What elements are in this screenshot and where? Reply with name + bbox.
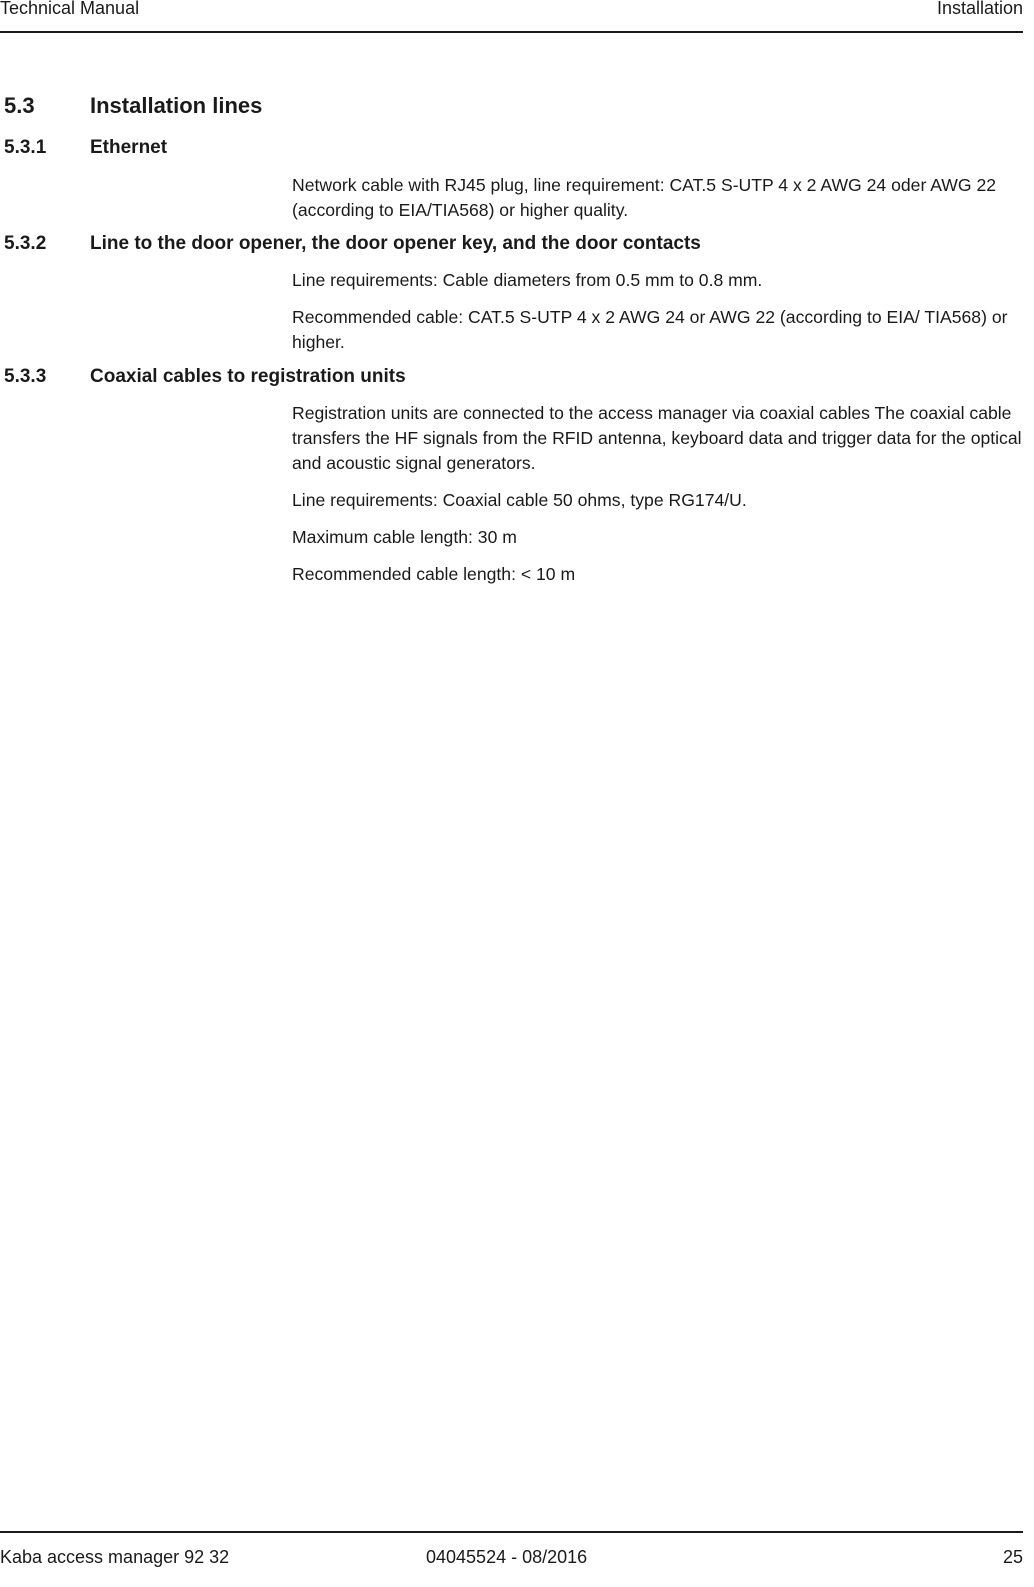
- section-heading-5-3-2: [4, 233, 701, 255]
- section-heading-5-3-1: [4, 137, 167, 159]
- coaxial-line-requirements: Line requirements: Coaxial cable 50 ohms, type RG174/U.: [292, 490, 747, 510]
- door-recommended-cable: Recommended cable: CAT.5 S-UTP 4 x 2 AWG 24 or AWG 22 (according to EIA/ TIA568) or higher.: [292, 307, 1008, 352]
- footer-page-number: 25: [1002, 1547, 1023, 1567]
- footer-document-number: 04045524 - 08/2016: [426, 1547, 588, 1567]
- page-footer: [0, 1531, 1023, 1587]
- section-number: 5.3.3: [4, 366, 47, 387]
- coaxial-recommended-length: Recommended cable length: < 10 m: [292, 564, 576, 584]
- coaxial-max-length: Maximum cable length: 30 m: [292, 527, 517, 547]
- coaxial-description: Registration units are connected to the access manager via coaxial cables The coaxial cable transfers the HF signals from the RFID antenna, keyboard data and trigger data for the optical and acoustic signal generators.: [292, 403, 1022, 473]
- page-header: [0, 0, 1023, 33]
- section-heading-5-3: [4, 93, 262, 119]
- section-number: 5.3.2: [4, 233, 47, 254]
- door-line-requirements: Line requirements: Cable diameters from 0.5 mm to 0.8 mm.: [292, 270, 763, 290]
- section-title: Line to the door opener, the door opener key, and the door contacts: [90, 233, 701, 254]
- section-title: Ethernet: [90, 137, 168, 158]
- section-number: 5.3: [4, 93, 35, 118]
- section-heading-5-3-3: [4, 366, 406, 388]
- section-number: 5.3.1: [4, 137, 47, 158]
- section-title: Coaxial cables to registration units: [90, 366, 406, 387]
- section-title: Installation lines: [90, 93, 263, 118]
- footer-product-name: Kaba access manager 92 32: [0, 1547, 230, 1567]
- header-document-title: Technical Manual: [0, 0, 140, 18]
- ethernet-paragraph: Network cable with RJ45 plug, line requirement: CAT.5 S-UTP 4 x 2 AWG 24 oder AWG 22 (according to EIA/TIA568) or higher quality.: [292, 175, 997, 220]
- header-chapter-title: Installation: [936, 0, 1023, 18]
